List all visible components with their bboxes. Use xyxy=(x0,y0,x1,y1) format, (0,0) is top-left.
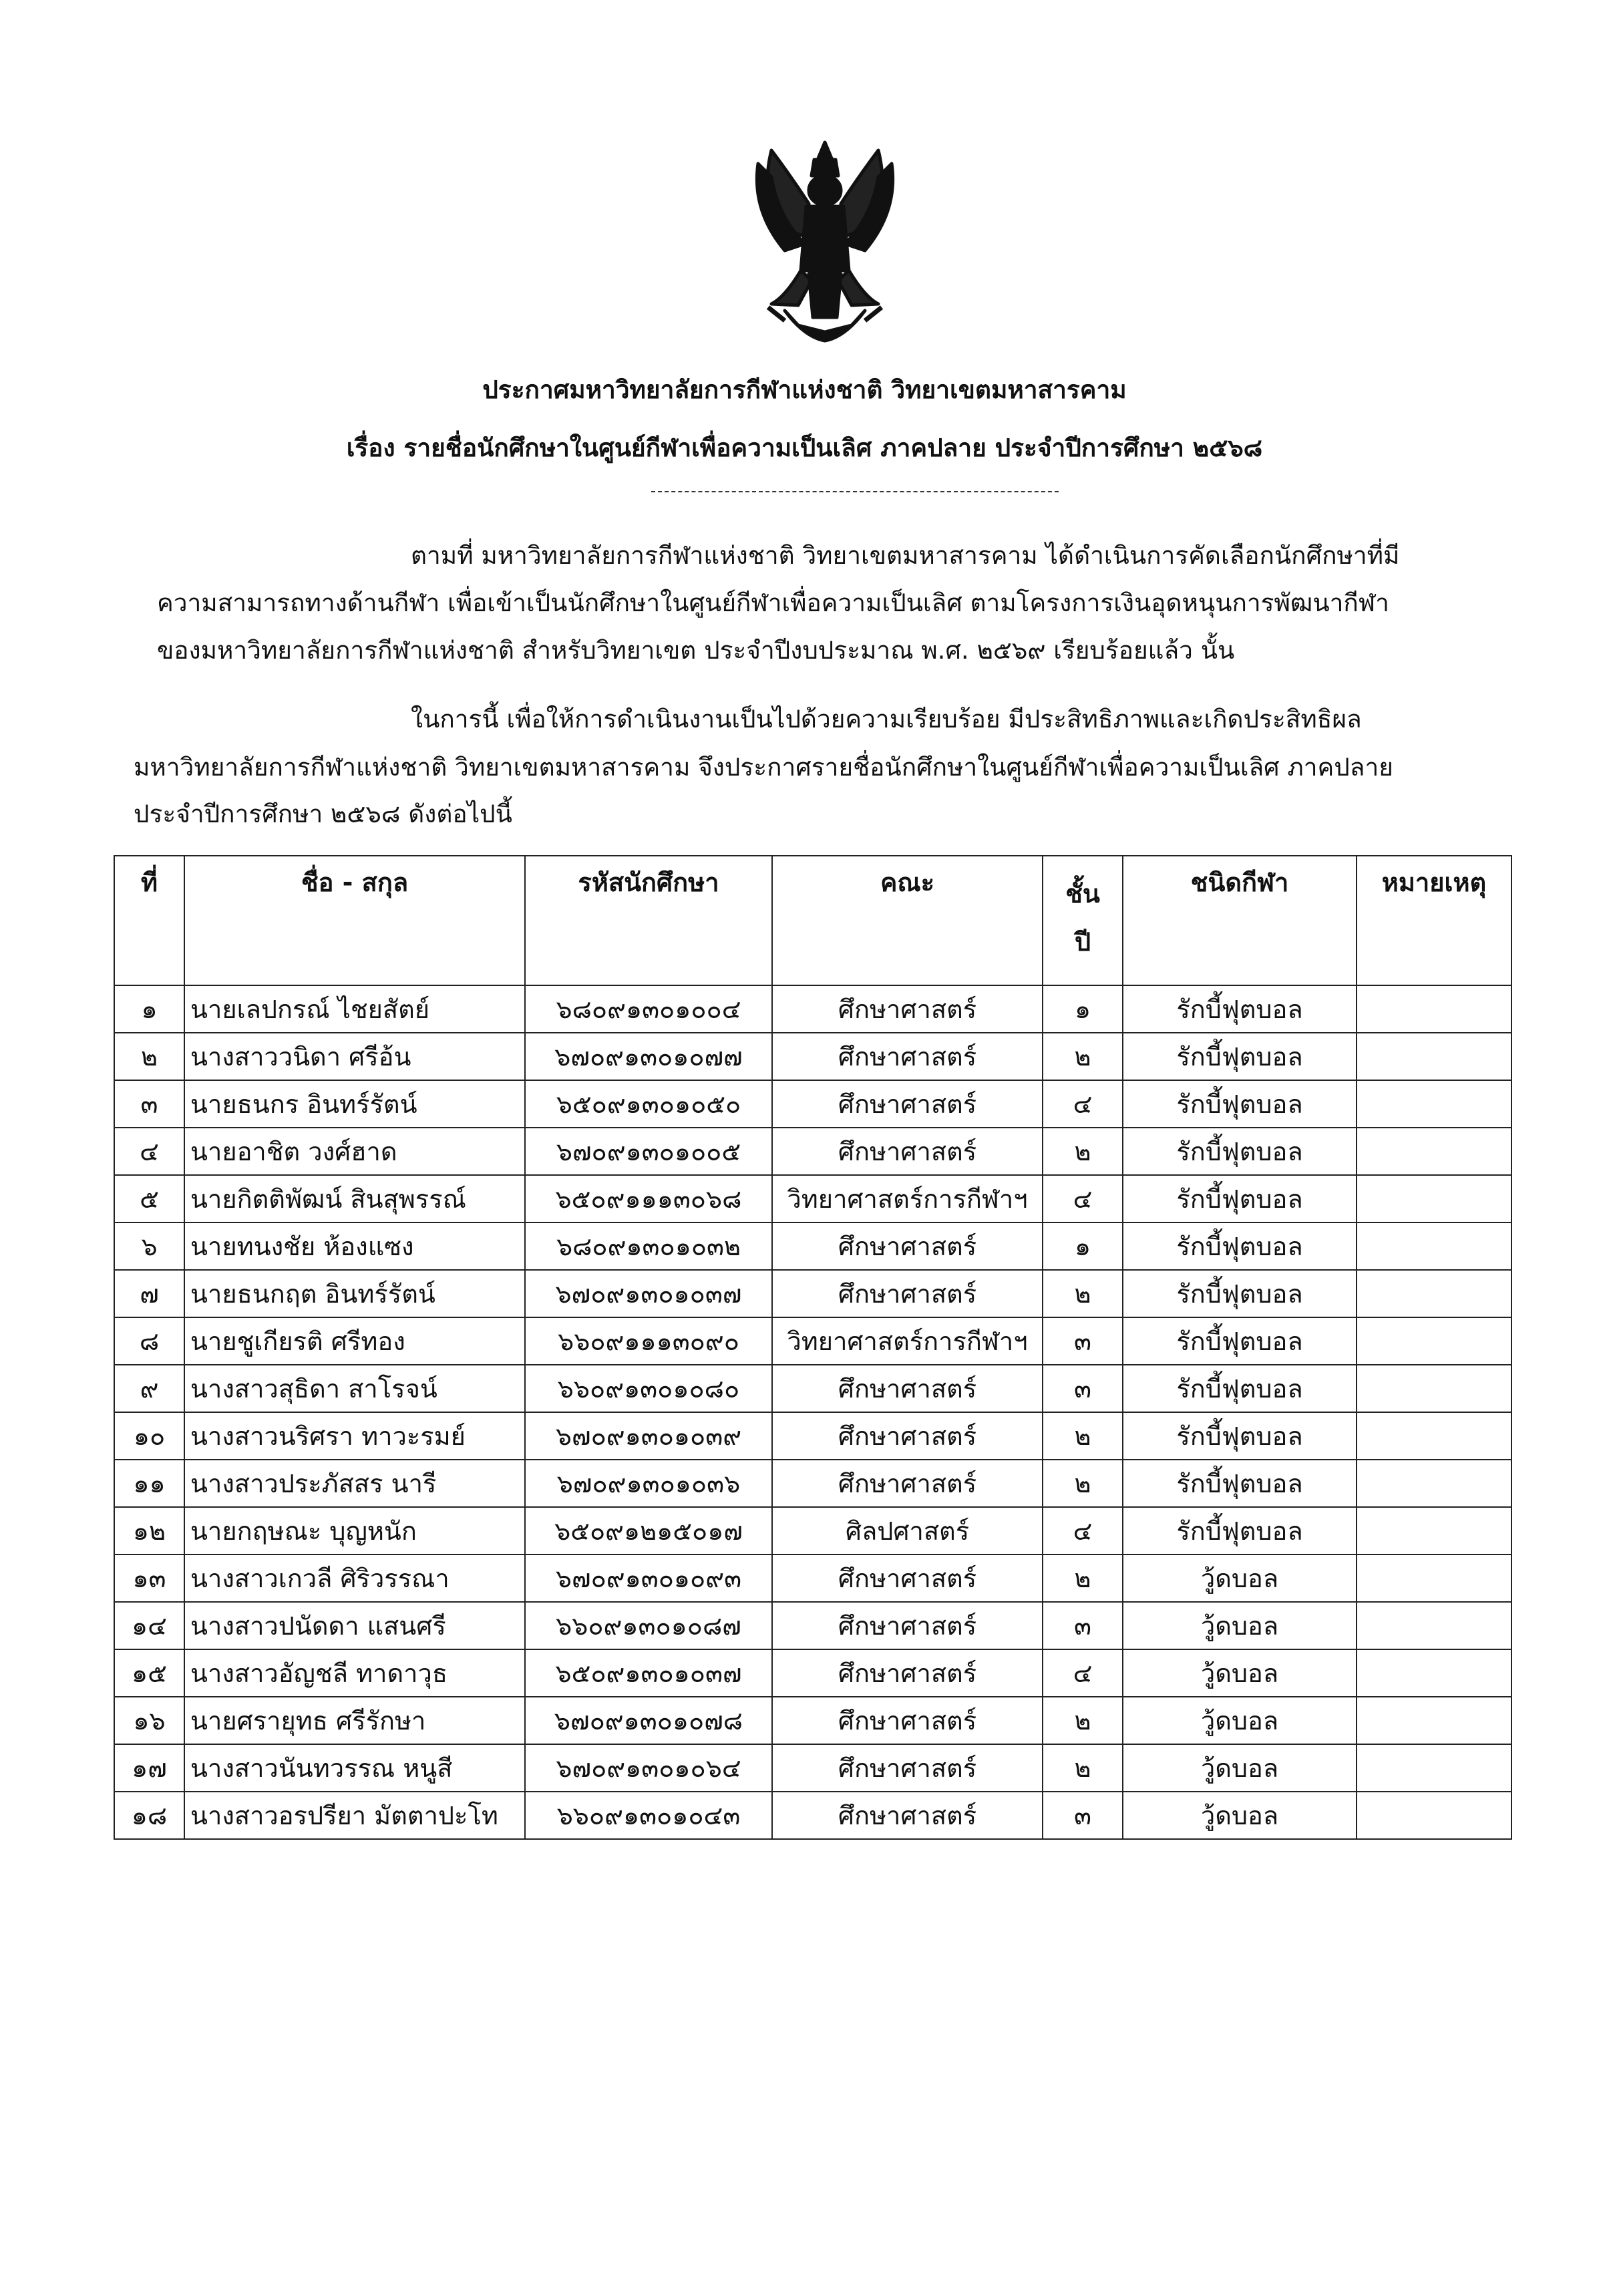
cell-note xyxy=(1357,1270,1511,1317)
cell-name: นายกิตติพัฒน์ สินสุพรรณ์ xyxy=(184,1175,525,1222)
cell-year: ๑ xyxy=(1043,1222,1123,1270)
cell-faculty: ศึกษาศาสตร์ xyxy=(772,1128,1043,1175)
table-row xyxy=(114,1554,1511,1602)
cell-note xyxy=(1357,1649,1511,1697)
cell-sport: รักบี้ฟุตบอล xyxy=(1123,1317,1357,1365)
cell-faculty: ศิลปศาสตร์ xyxy=(772,1507,1043,1554)
cell-year: ๒ xyxy=(1043,1697,1123,1744)
cell-year: ๓ xyxy=(1043,1365,1123,1412)
cell-sport: รักบี้ฟุตบอล xyxy=(1123,1270,1357,1317)
cell-year: ๔ xyxy=(1043,1175,1123,1222)
table-row xyxy=(114,1507,1511,1554)
cell-year: ๑ xyxy=(1043,985,1123,1033)
header-faculty: คณะ xyxy=(772,856,1043,985)
header-sport: ชนิดกีฬา xyxy=(1123,856,1357,985)
cell-name: นายเลปกรณ์ ไชยสัตย์ xyxy=(184,985,525,1033)
cell-student-id: ๖๘๐๙๑๓๐๑๐๓๒ xyxy=(525,1222,772,1270)
table-row xyxy=(114,1033,1511,1080)
cell-student-id: ๖๖๐๙๑๑๑๓๐๙๐ xyxy=(525,1317,772,1365)
cell-sport: รักบี้ฟุตบอล xyxy=(1123,1460,1357,1507)
cell-student-id: ๖๖๐๙๑๓๐๑๐๔๓ xyxy=(525,1792,772,1839)
cell-faculty: วิทยาศาสตร์การกีฬาฯ xyxy=(772,1317,1043,1365)
dashed-divider xyxy=(651,491,1059,492)
cell-faculty: ศึกษาศาสตร์ xyxy=(772,1222,1043,1270)
table-row xyxy=(114,1697,1511,1744)
paragraph-1-line-2: ความสามารถทางด้านกีฬา เพื่อเข้าเป็นนักศึกษาในศูนย์กีฬาเพื่อความเป็นเลิศ ตามโครงการเงินอุดหนุนการพัฒนากีฬา xyxy=(157,589,1389,617)
cell-student-id: ๖๘๐๙๑๓๐๑๐๐๔ xyxy=(525,985,772,1033)
cell-sport: วู้ดบอล xyxy=(1123,1744,1357,1792)
cell-note xyxy=(1357,1554,1511,1602)
cell-year: ๓ xyxy=(1043,1317,1123,1365)
cell-faculty: ศึกษาศาสตร์ xyxy=(772,1365,1043,1412)
cell-year: ๔ xyxy=(1043,1080,1123,1128)
cell-sport: รักบี้ฟุตบอล xyxy=(1123,1222,1357,1270)
cell-sport: วู้ดบอล xyxy=(1123,1697,1357,1744)
cell-name: นายทนงชัย ห้องแซง xyxy=(184,1222,525,1270)
cell-faculty: ศึกษาศาสตร์ xyxy=(772,1649,1043,1697)
announcement-title: ประกาศมหาวิทยาลัยการกีฬาแห่งชาติ วิทยาเขตมหาสารคาม xyxy=(482,375,1127,404)
cell-year: ๒ xyxy=(1043,1744,1123,1792)
cell-no: ๑๘ xyxy=(114,1792,184,1839)
cell-sport: รักบี้ฟุตบอล xyxy=(1123,1365,1357,1412)
cell-student-id: ๖๗๐๙๑๓๐๑๐๓๙ xyxy=(525,1412,772,1460)
cell-name: นายกฤษณะ บุญหนัก xyxy=(184,1507,525,1554)
cell-faculty: ศึกษาศาสตร์ xyxy=(772,1602,1043,1649)
cell-year: ๒ xyxy=(1043,1460,1123,1507)
cell-year: ๒ xyxy=(1043,1270,1123,1317)
cell-no: ๑๐ xyxy=(114,1412,184,1460)
cell-faculty: ศึกษาศาสตร์ xyxy=(772,1792,1043,1839)
cell-no: ๕ xyxy=(114,1175,184,1222)
cell-sport: รักบี้ฟุตบอล xyxy=(1123,1128,1357,1175)
cell-student-id: ๖๗๐๙๑๓๐๑๐๗๗ xyxy=(525,1033,772,1080)
cell-note xyxy=(1357,1317,1511,1365)
cell-sport: รักบี้ฟุตบอล xyxy=(1123,1507,1357,1554)
paragraph-2-line-3: ประจำปีการศึกษา ๒๕๖๘ ดังต่อไปนี้ xyxy=(134,800,512,828)
paragraph-1-line-1: ตามที่ มหาวิทยาลัยการกีฬาแห่งชาติ วิทยาเขตมหาสารคาม ได้ดำเนินการคัดเลือกนักศึกษาที่มี xyxy=(411,541,1400,570)
cell-student-id: ๖๕๐๙๑๓๐๑๐๓๗ xyxy=(525,1649,772,1697)
table-row xyxy=(114,1317,1511,1365)
cell-no: ๗ xyxy=(114,1270,184,1317)
cell-student-id: ๖๗๐๙๑๓๐๑๐๓๖ xyxy=(525,1460,772,1507)
cell-no: ๑๓ xyxy=(114,1554,184,1602)
cell-no: ๑๖ xyxy=(114,1697,184,1744)
cell-note xyxy=(1357,1222,1511,1270)
cell-student-id: ๖๗๐๙๑๓๐๑๐๐๕ xyxy=(525,1128,772,1175)
paragraph-1-line-3: ของมหาวิทยาลัยการกีฬาแห่งชาติ สำหรับวิทยาเขต ประจำปีงบประมาณ พ.ศ. ๒๕๖๙ เรียบร้อยแล้ว นั้น xyxy=(157,636,1235,665)
cell-faculty: ศึกษาศาสตร์ xyxy=(772,1460,1043,1507)
header-no: ที่ xyxy=(114,856,184,985)
cell-name: นายธนกร อินทร์รัตน์ xyxy=(184,1080,525,1128)
cell-sport: วู้ดบอล xyxy=(1123,1554,1357,1602)
cell-faculty: ศึกษาศาสตร์ xyxy=(772,1080,1043,1128)
cell-note xyxy=(1357,1033,1511,1080)
table-row xyxy=(114,1128,1511,1175)
table-row xyxy=(114,1222,1511,1270)
cell-sport: รักบี้ฟุตบอล xyxy=(1123,1080,1357,1128)
cell-sport: วู้ดบอล xyxy=(1123,1602,1357,1649)
header-student-id: รหัสนักศึกษา xyxy=(525,856,772,985)
cell-name: นางสาววนิดา ศรีอ้น xyxy=(184,1033,525,1080)
cell-name: นายชูเกียรติ ศรีทอง xyxy=(184,1317,525,1365)
cell-name: นางสาวประภัสสร นารี xyxy=(184,1460,525,1507)
cell-faculty: ศึกษาศาสตร์ xyxy=(772,1412,1043,1460)
cell-year: ๓ xyxy=(1043,1602,1123,1649)
cell-note xyxy=(1357,1697,1511,1744)
cell-student-id: ๖๗๐๙๑๓๐๑๐๗๘ xyxy=(525,1697,772,1744)
paragraph-2-line-2: มหาวิทยาลัยการกีฬาแห่งชาติ วิทยาเขตมหาสารคาม จึงประกาศรายชื่อนักศึกษาในศูนย์กีฬาเพื่อความเป็นเลิศ ภาคปลาย xyxy=(134,753,1393,782)
cell-student-id: ๖๕๐๙๑๓๐๑๐๕๐ xyxy=(525,1080,772,1128)
cell-name: นางสาวนันทวรรณ หนูสี xyxy=(184,1744,525,1792)
cell-faculty: วิทยาศาสตร์การกีฬาฯ xyxy=(772,1175,1043,1222)
cell-note xyxy=(1357,1175,1511,1222)
cell-faculty: ศึกษาศาสตร์ xyxy=(772,1270,1043,1317)
cell-faculty: ศึกษาศาสตร์ xyxy=(772,985,1043,1033)
cell-note xyxy=(1357,1412,1511,1460)
cell-student-id: ๖๕๐๙๑๑๑๓๐๖๘ xyxy=(525,1175,772,1222)
cell-no: ๒ xyxy=(114,1033,184,1080)
cell-sport: รักบี้ฟุตบอล xyxy=(1123,1412,1357,1460)
cell-year: ๓ xyxy=(1043,1792,1123,1839)
cell-no: ๑๕ xyxy=(114,1649,184,1697)
cell-note xyxy=(1357,1365,1511,1412)
cell-year: ๔ xyxy=(1043,1507,1123,1554)
cell-no: ๑๗ xyxy=(114,1744,184,1792)
table-row xyxy=(114,1080,1511,1128)
cell-year: ๒ xyxy=(1043,1554,1123,1602)
cell-no: ๑๔ xyxy=(114,1602,184,1649)
cell-no: ๘ xyxy=(114,1317,184,1365)
table-row xyxy=(114,1365,1511,1412)
cell-note xyxy=(1357,1602,1511,1649)
garuda-emblem-icon xyxy=(745,137,905,344)
table-row xyxy=(114,1744,1511,1792)
cell-note xyxy=(1357,985,1511,1033)
cell-note xyxy=(1357,1128,1511,1175)
table-row xyxy=(114,1175,1511,1222)
cell-sport: วู้ดบอล xyxy=(1123,1792,1357,1839)
table-row xyxy=(114,1412,1511,1460)
cell-year: ๔ xyxy=(1043,1649,1123,1697)
cell-faculty: ศึกษาศาสตร์ xyxy=(772,1697,1043,1744)
cell-no: ๓ xyxy=(114,1080,184,1128)
cell-name: นางสาวเกวลี ศิริวรรณา xyxy=(184,1554,525,1602)
cell-sport: รักบี้ฟุตบอล xyxy=(1123,985,1357,1033)
cell-note xyxy=(1357,1744,1511,1792)
cell-faculty: ศึกษาศาสตร์ xyxy=(772,1744,1043,1792)
table-row xyxy=(114,1602,1511,1649)
table-header-row xyxy=(114,856,1511,985)
cell-no: ๔ xyxy=(114,1128,184,1175)
cell-student-id: ๖๗๐๙๑๓๐๑๐๓๗ xyxy=(525,1270,772,1317)
cell-faculty: ศึกษาศาสตร์ xyxy=(772,1554,1043,1602)
cell-student-id: ๖๗๐๙๑๓๐๑๐๖๔ xyxy=(525,1744,772,1792)
cell-no: ๙ xyxy=(114,1365,184,1412)
table-row xyxy=(114,1270,1511,1317)
cell-no: ๑ xyxy=(114,985,184,1033)
cell-name: นางสาวนริศรา ทาวะรมย์ xyxy=(184,1412,525,1460)
cell-student-id: ๖๗๐๙๑๓๐๑๐๙๓ xyxy=(525,1554,772,1602)
cell-sport: รักบี้ฟุตบอล xyxy=(1123,1175,1357,1222)
cell-name: นางสาวสุธิดา สาโรจน์ xyxy=(184,1365,525,1412)
cell-name: นายศรายุทธ ศรีรักษา xyxy=(184,1697,525,1744)
header-year: ชั้น ปี xyxy=(1043,856,1123,985)
cell-faculty: ศึกษาศาสตร์ xyxy=(772,1033,1043,1080)
announcement-subject: เรื่อง รายชื่อนักศึกษาในศูนย์กีฬาเพื่อความเป็นเลิศ ภาคปลาย ประจำปีการศึกษา ๒๕๖๘ xyxy=(346,434,1263,462)
cell-note xyxy=(1357,1080,1511,1128)
cell-year: ๒ xyxy=(1043,1128,1123,1175)
cell-sport: รักบี้ฟุตบอล xyxy=(1123,1033,1357,1080)
cell-no: ๑๒ xyxy=(114,1507,184,1554)
table-row xyxy=(114,1649,1511,1697)
cell-name: นางสาวปนัดดา แสนศรี xyxy=(184,1602,525,1649)
cell-note xyxy=(1357,1460,1511,1507)
cell-no: ๑๑ xyxy=(114,1460,184,1507)
cell-no: ๖ xyxy=(114,1222,184,1270)
cell-name: นายอาชิต วงศ์ฮาด xyxy=(184,1128,525,1175)
cell-note xyxy=(1357,1792,1511,1839)
cell-sport: วู้ดบอล xyxy=(1123,1649,1357,1697)
cell-year: ๒ xyxy=(1043,1412,1123,1460)
cell-note xyxy=(1357,1507,1511,1554)
header-name: ชื่อ - สกุล xyxy=(184,856,525,985)
header-note: หมายเหตุ xyxy=(1357,856,1511,985)
cell-student-id: ๖๖๐๙๑๓๐๑๐๘๗ xyxy=(525,1602,772,1649)
cell-year: ๒ xyxy=(1043,1033,1123,1080)
cell-name: นางสาวอรปรียา มัตตาปะโท xyxy=(184,1792,525,1839)
student-roster-table xyxy=(114,855,1512,1840)
table-row xyxy=(114,985,1511,1033)
cell-name: นายธนกฤต อินทร์รัตน์ xyxy=(184,1270,525,1317)
table-row xyxy=(114,1460,1511,1507)
cell-student-id: ๖๖๐๙๑๓๐๑๐๘๐ xyxy=(525,1365,772,1412)
table-row xyxy=(114,1792,1511,1839)
paragraph-2-line-1: ในการนี้ เพื่อให้การดำเนินงานเป็นไปด้วยความเรียบร้อย มีประสิทธิภาพและเกิดประสิทธิผล xyxy=(411,705,1362,733)
cell-name: นางสาวอัญชลี ทาดาวุธ xyxy=(184,1649,525,1697)
cell-student-id: ๖๕๐๙๑๒๑๕๐๑๗ xyxy=(525,1507,772,1554)
